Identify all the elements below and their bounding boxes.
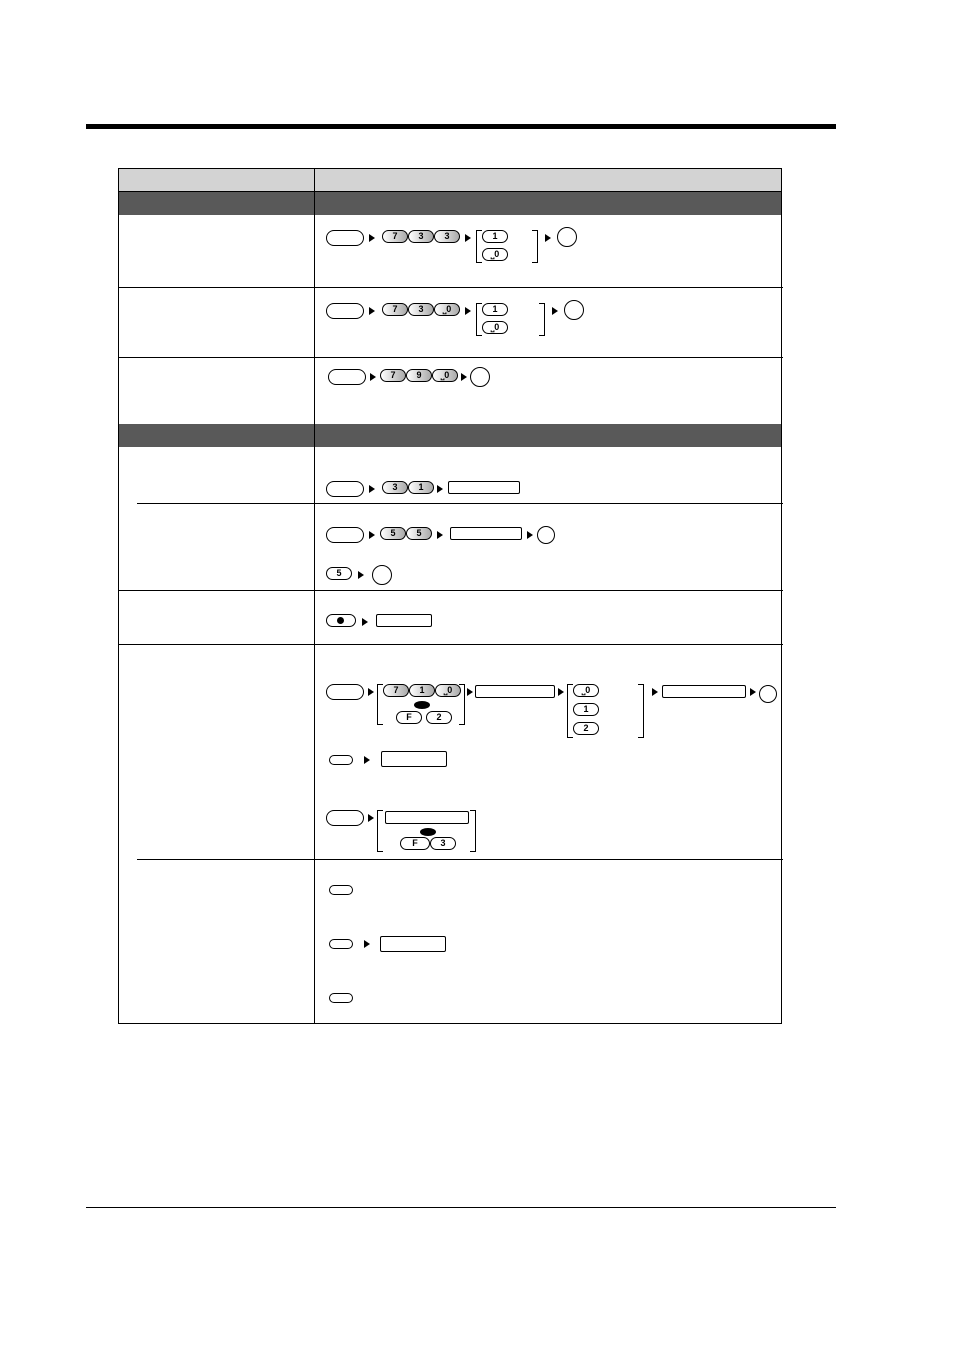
bracket-right xyxy=(638,684,644,738)
section-bar-2 xyxy=(119,424,781,447)
end-circle-icon xyxy=(470,367,490,387)
row-divider xyxy=(137,859,783,860)
key-2: 2 xyxy=(573,722,599,735)
end-circle-icon xyxy=(557,227,577,247)
key-9: 9 xyxy=(406,369,432,382)
bottom-rule xyxy=(86,1207,836,1208)
key-3: 3 xyxy=(430,837,456,850)
arrow-icon xyxy=(437,531,443,539)
handset-icon xyxy=(326,527,364,543)
section-bar-1 xyxy=(119,192,781,215)
bracket-left xyxy=(567,684,573,738)
arrow-icon xyxy=(552,307,558,315)
key-5: 5 xyxy=(326,567,352,580)
key-0: ⎵0 xyxy=(434,303,460,316)
key-7: 7 xyxy=(382,230,408,243)
row-divider xyxy=(119,357,783,358)
arrow-icon xyxy=(652,688,658,696)
bracket-right xyxy=(539,303,545,336)
feature-table xyxy=(118,168,782,1024)
input-box xyxy=(475,685,555,698)
key-0: ⎵0 xyxy=(435,684,461,697)
input-box xyxy=(385,811,469,824)
input-box xyxy=(381,751,447,767)
key-7: 7 xyxy=(380,369,406,382)
arrow-icon xyxy=(545,234,551,242)
key-3: 3 xyxy=(382,481,408,494)
oval-key-icon xyxy=(329,885,353,895)
arrow-icon xyxy=(358,571,364,579)
key-0: ⎵0 xyxy=(432,369,458,382)
row-divider xyxy=(119,287,783,288)
arrow-icon xyxy=(465,307,471,315)
end-circle-icon xyxy=(372,565,392,585)
key-7: 7 xyxy=(382,303,408,316)
arrow-icon xyxy=(369,234,375,242)
arrow-icon xyxy=(362,618,368,626)
key-1: 1 xyxy=(482,230,508,243)
key-3: 3 xyxy=(408,230,434,243)
arrow-icon xyxy=(364,940,370,948)
key-5: 5 xyxy=(380,527,406,540)
key-2: 2 xyxy=(426,711,452,724)
arrow-icon xyxy=(370,373,376,381)
table-header xyxy=(119,169,781,192)
row-divider xyxy=(137,503,783,504)
input-box xyxy=(380,936,446,952)
input-box xyxy=(450,527,522,540)
key-f: F xyxy=(400,837,430,850)
arrow-icon xyxy=(465,234,471,242)
key-0: ⎵0 xyxy=(573,684,599,697)
arrow-icon xyxy=(369,531,375,539)
handset-icon xyxy=(326,303,364,319)
arrow-icon xyxy=(368,688,374,696)
end-circle-icon xyxy=(537,526,555,544)
key-f: F xyxy=(396,711,422,724)
handset-icon xyxy=(326,684,364,700)
arrow-icon xyxy=(527,531,533,539)
key-0: ⎵0 xyxy=(482,248,508,261)
arrow-icon xyxy=(369,307,375,315)
handset-icon xyxy=(326,230,364,246)
end-circle-icon xyxy=(564,300,584,320)
dot-icon xyxy=(414,701,430,709)
oval-key-icon xyxy=(329,993,353,1003)
handset-icon xyxy=(328,369,366,385)
key-1: 1 xyxy=(573,703,599,716)
input-box xyxy=(448,481,520,494)
dot-icon xyxy=(420,828,436,836)
arrow-icon xyxy=(467,688,473,696)
bracket-right xyxy=(459,684,465,725)
handset-icon xyxy=(326,481,364,497)
arrow-icon xyxy=(364,756,370,764)
arrow-icon xyxy=(558,688,564,696)
arrow-icon xyxy=(369,485,375,493)
arrow-icon xyxy=(461,373,467,381)
input-box xyxy=(662,685,746,698)
input-box xyxy=(376,614,432,627)
key-3: 3 xyxy=(408,303,434,316)
key-5: 5 xyxy=(406,527,432,540)
key-1: 1 xyxy=(482,303,508,316)
oval-key-icon xyxy=(329,755,353,765)
bracket-left xyxy=(377,810,383,852)
dot-icon xyxy=(337,617,344,624)
arrow-icon xyxy=(368,814,374,822)
arrow-icon xyxy=(750,688,756,696)
key-3: 3 xyxy=(434,230,460,243)
key-0: ⎵0 xyxy=(482,321,508,334)
key-1: 1 xyxy=(409,684,435,697)
column-divider xyxy=(314,169,315,1023)
bracket-right xyxy=(470,810,476,852)
row-divider xyxy=(119,644,783,645)
row-divider xyxy=(119,590,783,591)
key-1: 1 xyxy=(408,481,434,494)
oval-key-icon xyxy=(329,939,353,949)
key-7: 7 xyxy=(383,684,409,697)
top-rule xyxy=(86,124,836,129)
arrow-icon xyxy=(437,485,443,493)
bracket-right xyxy=(532,230,538,263)
end-circle-icon xyxy=(759,685,777,703)
handset-icon xyxy=(326,810,364,826)
